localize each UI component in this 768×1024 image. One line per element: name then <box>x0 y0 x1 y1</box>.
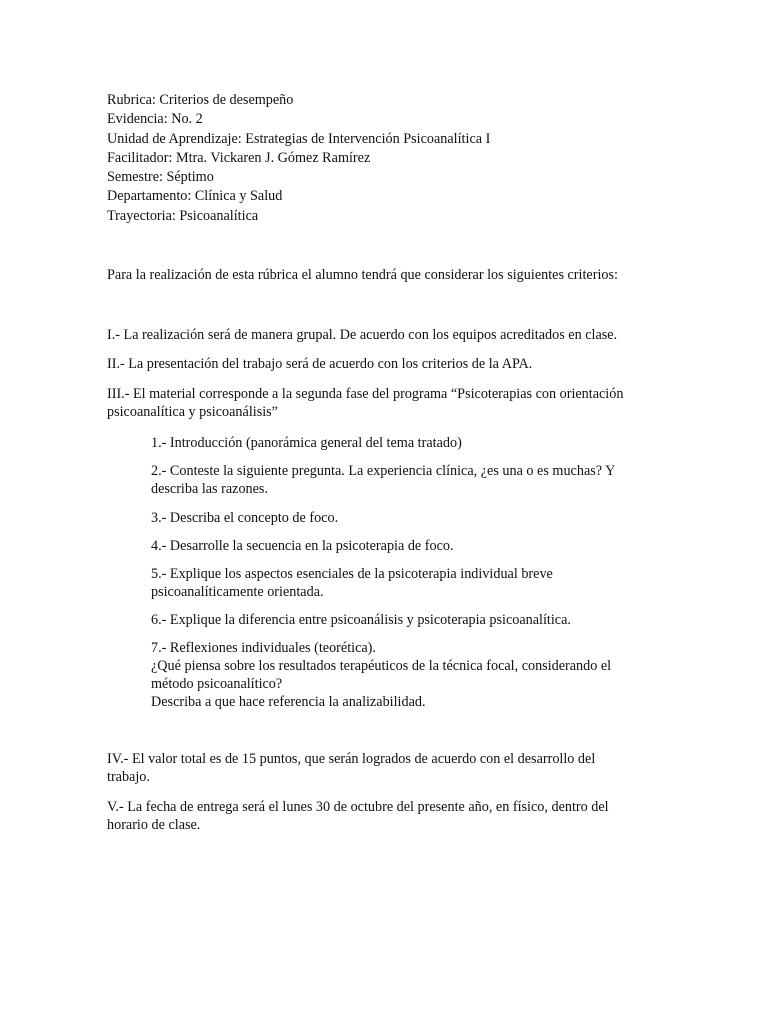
item-5-line-2: psicoanalíticamente orientada. <box>151 584 324 600</box>
document-header <box>107 91 490 226</box>
intro-paragraph: Para la realización de esta rúbrica el alumno tendrá que considerar los siguientes criterios: <box>107 267 618 283</box>
item-7 <box>151 639 671 711</box>
item-7-line-3: método psicoanalítico? <box>151 676 283 692</box>
criterion-4 <box>107 750 667 786</box>
item-1 <box>151 434 671 452</box>
evidence-line: Evidencia: No. 2 <box>107 111 203 128</box>
facilitator-line: Facilitador: Mtra. Vickaren J. Gómez Ramírez <box>107 149 371 166</box>
item-2-line-1: 2.- Conteste la siguiente pregunta. La experiencia clínica, ¿es una o es muchas? Y <box>151 463 616 479</box>
item-2 <box>151 462 671 498</box>
item-1-text: 1.- Introducción (panorámica general del tema tratado) <box>151 435 462 451</box>
trajectory-line: Trayectoria: Psicoanalítica <box>107 207 259 224</box>
criterion-3-line-2: psicoanalítica y psicoanálisis” <box>107 404 278 420</box>
item-3-text: 3.- Describa el concepto de foco. <box>151 510 339 526</box>
criterion-1 <box>107 326 667 344</box>
item-5 <box>151 565 671 601</box>
item-2-line-2: describa las razones. <box>151 481 268 497</box>
learning-unit-line: Unidad de Aprendizaje: Estrategias de Intervención Psicoanalítica I <box>107 130 491 147</box>
criterion-5 <box>107 798 667 834</box>
item-7-line-2: ¿Qué piensa sobre los resultados terapéuticos de la técnica focal, considerando el <box>151 658 612 674</box>
item-6 <box>151 611 671 629</box>
criterion-5-line-1: V.- La fecha de entrega será el lunes 30 de octubre del presente año, en físico, dentro del <box>107 799 609 815</box>
criterion-1-text: I.- La realización será de manera grupal. De acuerdo con los equipos acreditados en clase. <box>107 327 618 343</box>
criterion-5-line-2: horario de clase. <box>107 817 201 833</box>
item-7-line-1: 7.- Reflexiones individuales (teorética). <box>151 640 376 656</box>
criterion-3-line-1: III.- El material corresponde a la segunda fase del programa “Psicoterapias con orientación <box>107 386 624 402</box>
criterion-2 <box>107 355 667 373</box>
department-line: Departamento: Clínica y Salud <box>107 188 283 205</box>
item-6-text: 6.- Explique la diferencia entre psicoanálisis y psicoterapia psicoanalítica. <box>151 612 571 628</box>
rubric-line: Rubrica: Criterios de desempeño <box>107 92 294 108</box>
item-4-text: 4.- Desarrolle la secuencia en la psicoterapia de foco. <box>151 538 454 554</box>
criterion-2-text: II.- La presentación del trabajo será de acuerdo con los criterios de la APA. <box>107 356 533 372</box>
item-3 <box>151 509 671 527</box>
criterion-4-line-1: IV.- El valor total es de 15 puntos, que serán logrados de acuerdo con el desarrollo del <box>107 751 596 767</box>
item-7-line-4: Describa a que hace referencia la analizabilidad. <box>151 694 426 710</box>
semester-line: Semestre: Séptimo <box>107 169 214 186</box>
criterion-4-line-2: trabajo. <box>107 769 150 785</box>
criterion-3 <box>107 385 667 421</box>
item-5-line-1: 5.- Explique los aspectos esenciales de la psicoterapia individual breve <box>151 566 553 582</box>
item-4 <box>151 537 671 555</box>
